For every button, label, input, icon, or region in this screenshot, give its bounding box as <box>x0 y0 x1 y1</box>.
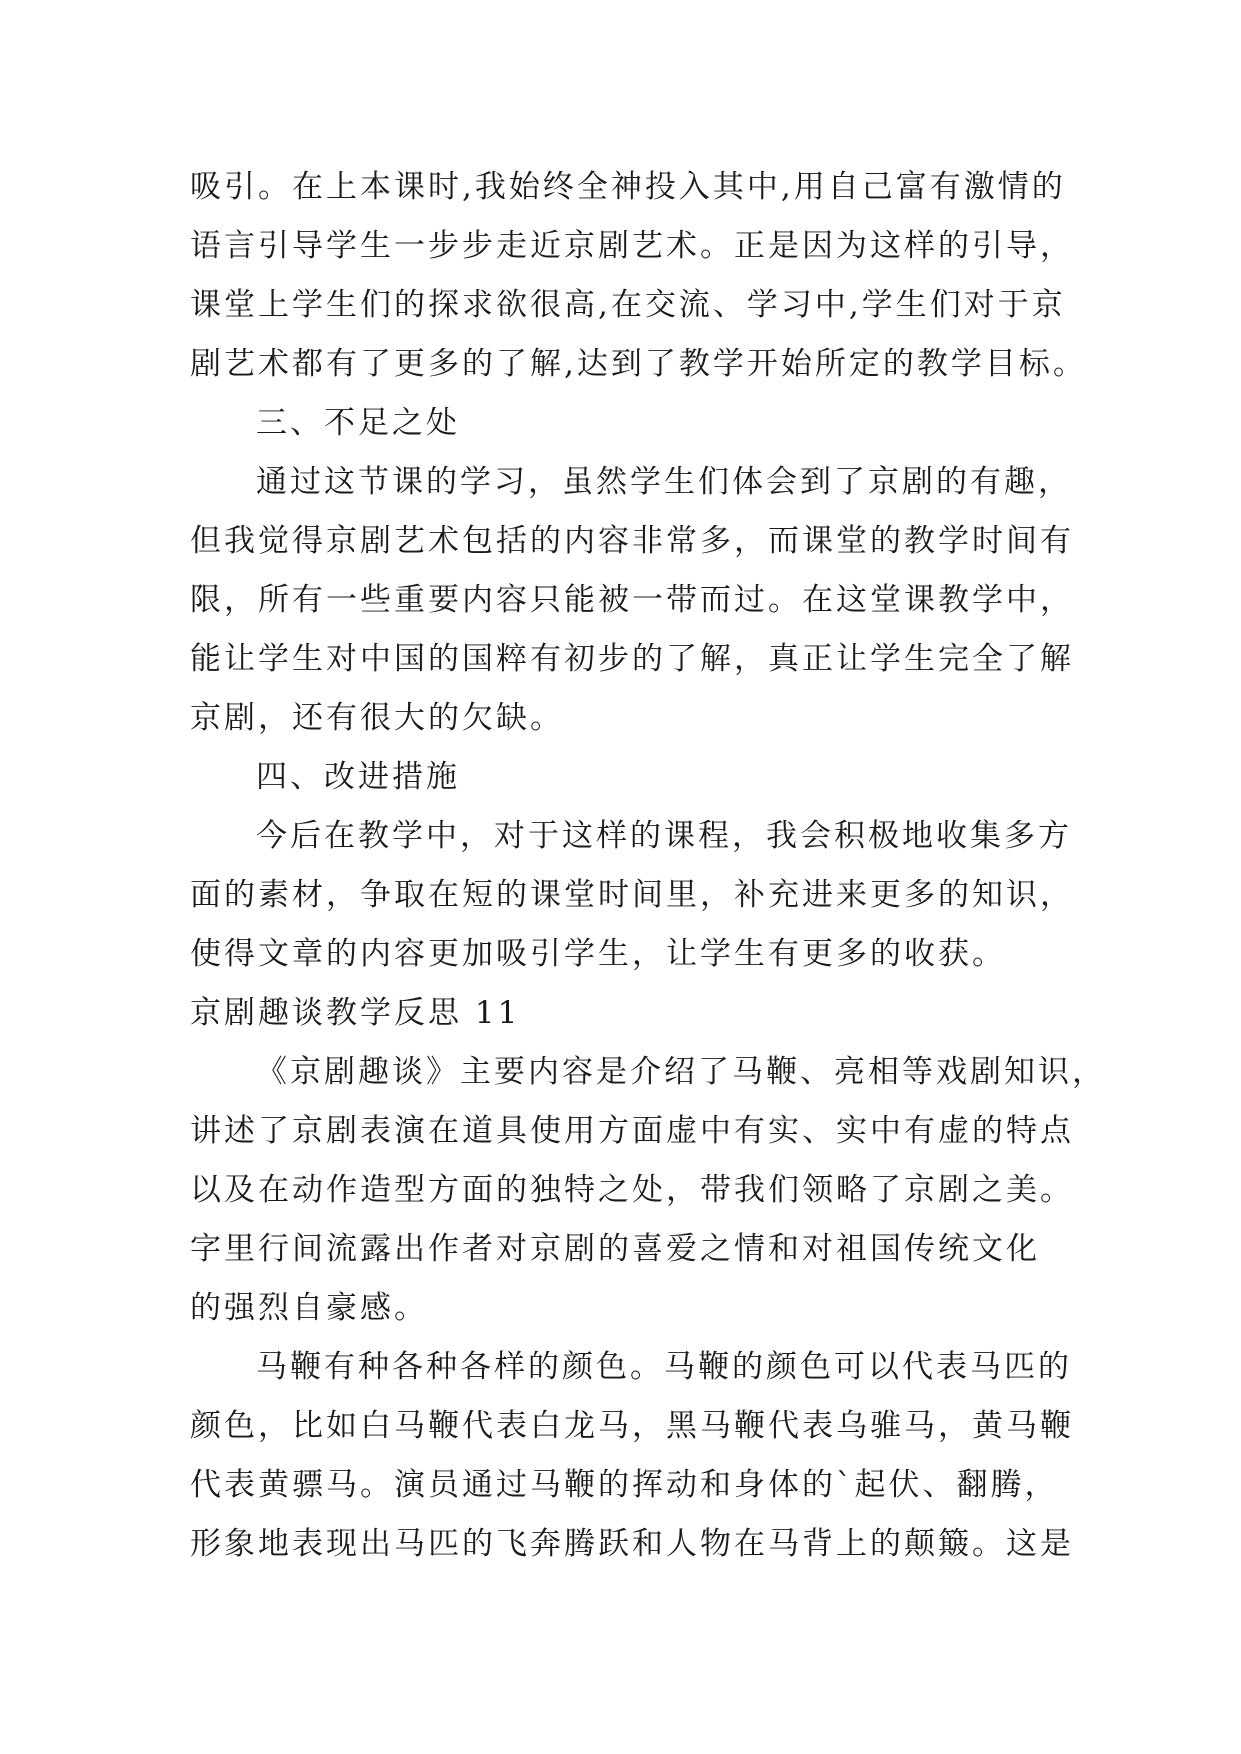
article-title: 京剧趣谈教学反思 11 <box>190 995 521 1031</box>
text-line: 吸引。在上本课时,我始终全神投入其中,用自己富有激情的 <box>190 169 1066 205</box>
text-line: 《京剧趣谈》主要内容是介绍了马鞭、亮相等戏剧知识， <box>256 1054 1106 1090</box>
text-line: 课堂上学生们的探求欲很高,在交流、学习中,学生们对于京 <box>190 287 1066 323</box>
text-line: 通过这节课的学习，虽然学生们体会到了京剧的有趣， <box>256 464 1072 500</box>
text-line: 面的素材，争取在短的课堂时间里，补充进来更多的知识， <box>190 877 1074 913</box>
text-line: 字里行间流露出作者对京剧的喜爱之情和对祖国传统文化 <box>190 1231 1040 1267</box>
text-line: 的强烈自豪感。 <box>190 1290 428 1326</box>
text-line: 今后在教学中，对于这样的课程，我会积极地收集多方 <box>256 818 1072 854</box>
section-heading-improvements: 四、改进措施 <box>256 759 460 795</box>
text-line: 马鞭有种各种各样的颜色。马鞭的颜色可以代表马匹的 <box>256 1349 1072 1385</box>
text-line: 颜色，比如白马鞭代表白龙马，黑马鞭代表乌骓马，黄马鞭 <box>190 1408 1074 1444</box>
text-line: 剧艺术都有了更多的了解,达到了教学开始所定的教学目标。 <box>190 346 1087 382</box>
body-text <box>190 158 1106 1574</box>
text-line: 语言引导学生一步步走近京剧艺术。正是因为这样的引导， <box>190 228 1074 264</box>
text-line: 以及在动作造型方面的独特之处，带我们领略了京剧之美。 <box>190 1172 1074 1208</box>
text-line: 限，所有一些重要内容只能被一带而过。在这堂课教学中， <box>190 582 1074 618</box>
text-line: 京剧，还有很大的欠缺。 <box>190 700 564 736</box>
text-line: 使得文章的内容更加吸引学生，让学生有更多的收获。 <box>190 936 1006 972</box>
text-line: 形象地表现出马匹的飞奔腾跃和人物在马背上的颠簸。这是 <box>190 1526 1074 1562</box>
text-line: 代表黄骠马。演员通过马鞭的挥动和身体的`起伏、翻腾， <box>190 1467 1059 1503</box>
text-line: 讲述了京剧表演在道具使用方面虚中有实、实中有虚的特点 <box>190 1113 1074 1149</box>
text-line: 能让学生对中国的国粹有初步的了解，真正让学生完全了解 <box>190 641 1074 677</box>
section-heading-shortcomings: 三、不足之处 <box>256 405 460 441</box>
text-line: 但我觉得京剧艺术包括的内容非常多，而课堂的教学时间有 <box>190 523 1074 559</box>
